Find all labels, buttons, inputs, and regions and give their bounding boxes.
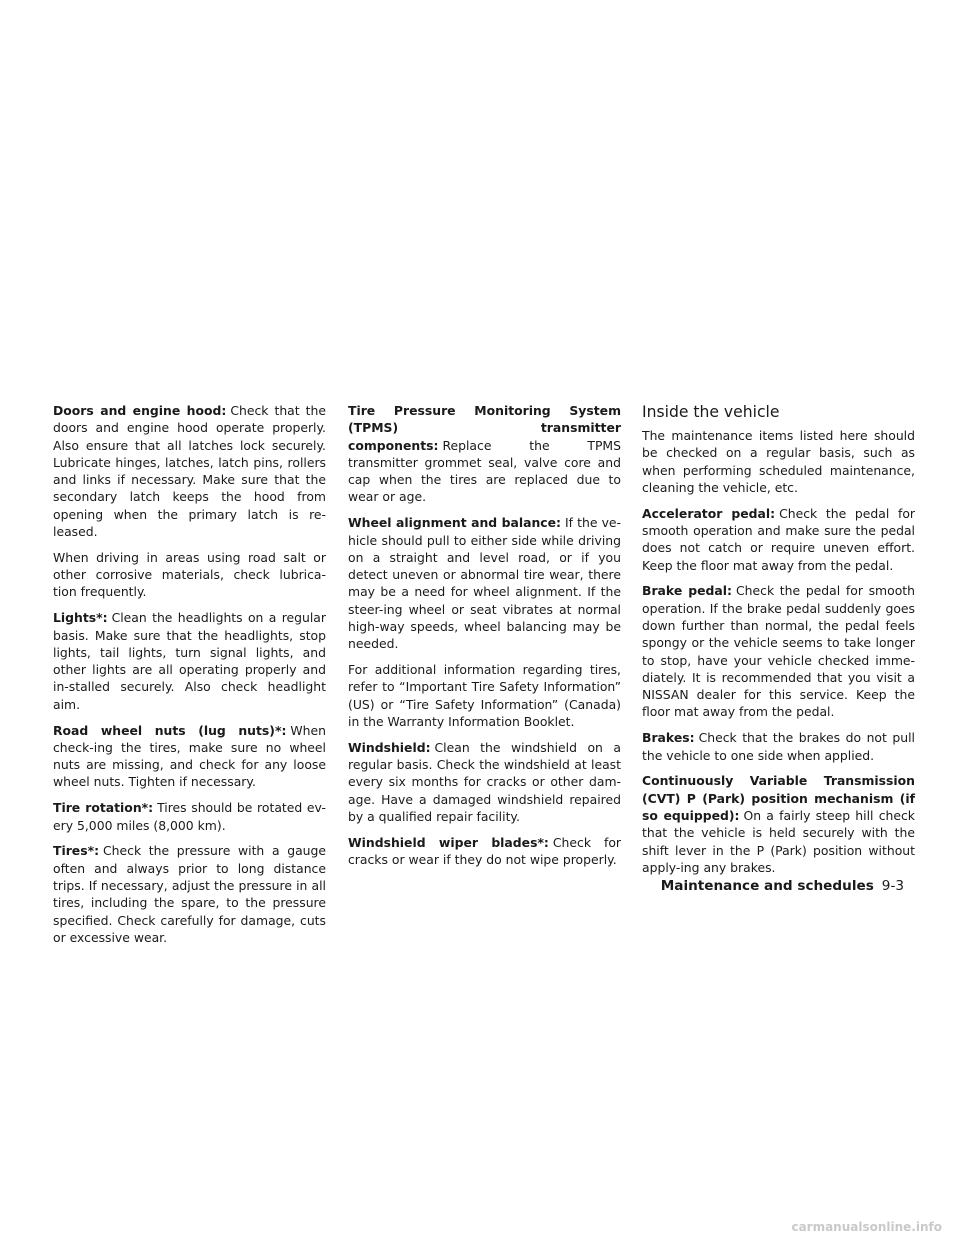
paragraph-brakes [642, 729, 915, 764]
paragraph-text: When check-ing the tires, make sure no wheel nuts are missing, and check for any loose wheel nuts. Tighten if necessary. [53, 722, 326, 790]
paragraph-label: Wheel alignment and balance: [348, 515, 562, 531]
paragraph-lights [53, 609, 326, 713]
paragraph-windshield [348, 739, 621, 825]
paragraph-label: Continuously Variable Transmission (CVT) P (Park) position mechanism (if so equipped): [642, 773, 915, 823]
paragraph-text: Tires should be rotated ev-ery 5,000 miles (8,000 km). [53, 800, 326, 833]
paragraph-tpms [348, 402, 621, 506]
watermark: carmanualsonline.info [791, 1220, 942, 1234]
paragraph-text: Check the pressure with a gauge often and always prior to long distance trips. If necessary, adjust the pressure in all tires, including the spare, to the pressure specified. Check carefully for damage, cuts or excessive wear. [53, 843, 326, 945]
paragraph-text: Clean the headlights on a regular basis. Make sure that the headlights, stop lights, tail lights, turn signal lights, and other lights are all operating properly and in-stalled securely. Also check headlight aim. [53, 610, 326, 712]
paragraph-text: Check that the brakes do not pull the vehicle to one side when applied. [642, 730, 915, 763]
column-1 [53, 402, 326, 955]
paragraph-text: Check the pedal for smooth operation and make sure the pedal does not catch or require uneven effort. Keep the floor mat away from the pedal. [642, 505, 915, 573]
paragraph-text: Check that the doors and engine hood operate properly. Also ensure that all latches lock securely. Lubricate hinges, latches, latch pins, rollers and links if necessary. Make sure that the secondary latch keeps the hood from opening when the primary latch is re-leased. [53, 403, 326, 540]
page-number: 9-3 [881, 878, 904, 894]
column-2 [348, 402, 621, 877]
paragraph-label: Windshield wiper blades*: [348, 834, 549, 850]
paragraph-accelerator [642, 505, 915, 574]
paragraph-label: Brake pedal: [642, 583, 732, 599]
paragraph-label: Lights*: [53, 610, 108, 626]
paragraph-label: Doors and engine hood: [53, 403, 227, 418]
paragraph-label: Tire Pressure Monitoring System (TPMS) transmitter components: [348, 403, 621, 453]
paragraph-text: When driving in areas using road salt or other corrosive materials, check lubrica-tion frequently. [53, 549, 326, 600]
paragraph-intro [642, 427, 915, 496]
paragraph-cvt-park [642, 772, 915, 876]
paragraph-text: Clean the windshield on a regular basis. Check the windshield at least every six months for cracks or other dam-age. Have a damaged windshield repaired by a qualified repair facility. [348, 739, 621, 825]
paragraph-text: Check the pedal for smooth operation. If the brake pedal suddenly goes down further than normal, the pedal feels spongy or the vehicle seems to take longer to stop, have your vehicle checked imme-diately. It is recommended that you visit a NISSAN dealer for this service. Keep the floor mat away from the pedal. [642, 583, 916, 720]
paragraph-doors-hood [53, 402, 326, 540]
paragraph-road-salt [53, 549, 326, 601]
paragraph-text: On a fairly steep hill check that the vehicle is held securely with the shift lever in the P (Park) position without apply-ing any brakes. [642, 807, 915, 875]
paragraph-label: Accelerator pedal: [642, 505, 776, 521]
chapter-title: Maintenance and schedules [660, 878, 874, 894]
paragraph-text: If the ve-hicle should pull to either side while driving on a straight and level road, or if you detect uneven or abnormal tire wear, there may be a need for wheel alignment. If the steer-ing wheel or seat vibrates at normal high-way speeds, wheel balancing may be needed. [348, 515, 622, 652]
paragraph-label: Tire rotation*: [53, 800, 154, 816]
paragraph-wheel-nuts [53, 722, 326, 791]
page-footer [661, 876, 904, 896]
paragraph-label: Brakes: [642, 730, 695, 746]
paragraph-tire-rotation [53, 799, 326, 834]
paragraph-label: Road wheel nuts (lug nuts)*: [53, 722, 287, 738]
paragraph-label: Windshield: [348, 739, 431, 755]
paragraph-wheel-alignment [348, 514, 621, 652]
paragraph-tires [53, 842, 326, 946]
paragraph-brake-pedal [642, 582, 915, 720]
paragraph-text: Check for cracks or wear if they do not wipe properly. [348, 834, 622, 868]
paragraph-wiper-blades [348, 834, 621, 869]
paragraph-text: For additional information regarding tires, refer to “Important Tire Safety Information” (US) or “Tire Safety Information” (Canada) in the Warranty Information Booklet. [348, 662, 621, 730]
paragraph-text: Replace the TPMS transmitter grommet seal, valve core and cap when the tires are replaced due to wear or age. [348, 437, 621, 505]
section-heading: Inside the vehicle [642, 403, 780, 421]
paragraph-tire-info [348, 661, 621, 730]
paragraph-text: The maintenance items listed here should be checked on a regular basis, such as when performing scheduled maintenance, cleaning the vehicle, etc. [642, 428, 915, 495]
paragraph-label: Tires*: [53, 843, 100, 859]
column-3 [642, 402, 915, 885]
